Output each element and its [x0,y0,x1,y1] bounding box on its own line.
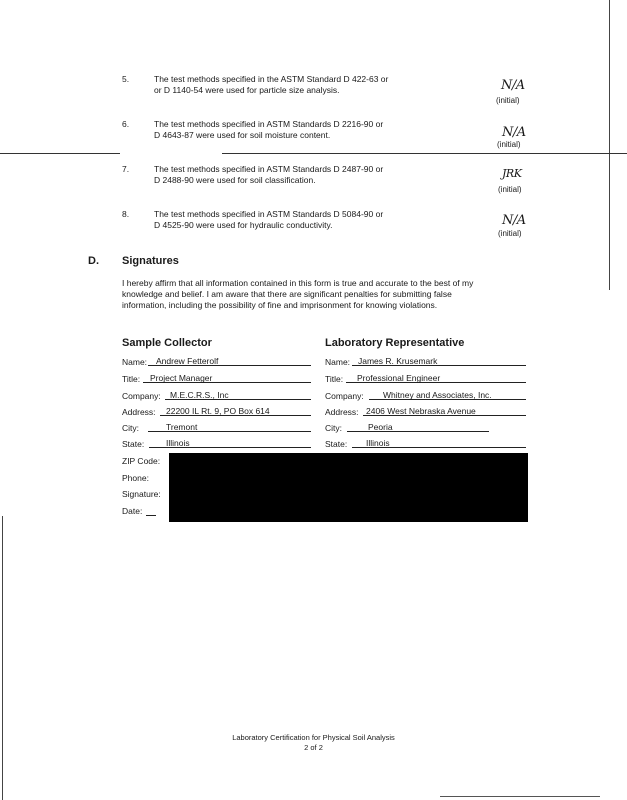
collector-name: Andrew Fetterolf [156,356,219,366]
collector-company: M.E.C.R.S., Inc [170,390,229,400]
section-title: Signatures [122,255,179,267]
item-number: 6. [122,119,130,129]
city-label: City: [122,423,139,433]
scan-speck [440,796,600,797]
address-label: Address: [122,407,156,417]
zip-label: ZIP Code: [122,456,161,466]
initials-signature: N/A [501,78,525,93]
initials-signature: N/A [502,213,526,228]
affirmation-text: I hereby affirm that all information contained in this form is true and accurate to the best of my knowledge and belief. I am aware that there are significant penalties for submitting false information, including the possibility of fine and imprisonment for knowing violations. [122,278,474,310]
item-text: The test methods specified in ASTM Standards D 2487-90 or D 2488-90 were used for soil classification. [154,164,384,185]
company-label: Company: [325,391,364,401]
item-text: The test methods specified in the ASTM Standard D 422-63 or or D 1140-54 were used for particle size analysis. [154,74,389,95]
company-label: Company: [122,391,161,401]
section-letter: D. [88,255,99,267]
item-number: 7. [122,164,130,174]
page-footer: Laboratory Certification for Physical Soil Analysis 2 of 2 [232,733,395,752]
lab-name: James R. Krusemark [358,356,438,366]
item-number: 5. [122,74,130,84]
initial-label: (initial) [497,140,521,149]
city-label: City: [325,423,342,433]
state-label: State: [325,439,348,449]
collector-title: Project Manager [150,373,213,383]
initial-label: (initial) [498,185,522,194]
item-text: The test methods specified in ASTM Standards D 5084-90 or D 4525-90 were used for hydraulic conductivity. [154,209,384,230]
lab-address: 2406 West Nebraska Avenue [366,406,476,416]
name-label: Name: [122,357,148,367]
item-number: 8. [122,209,130,219]
date-line-stub [146,515,156,516]
collector-state: Illinois [166,438,190,448]
collector-address: 22200 IL Rt. 9, PO Box 614 [166,406,270,416]
scan-horizontal-line [0,153,120,154]
title-label: Title: [122,374,141,384]
address-label: Address: [325,407,359,417]
lab-heading: Laboratory Representative [325,337,465,349]
title-label: Title: [325,374,344,384]
initial-label: (initial) [498,229,522,238]
lab-company: Whitney and Associates, Inc. [383,390,492,400]
lab-state: Illinois [366,438,390,448]
initial-label: (initial) [496,96,520,105]
scan-edge-line [2,516,3,800]
state-label: State: [122,439,145,449]
lab-city: Peoria [368,422,393,432]
item-text: The test methods specified in ASTM Standards D 2216-90 or D 4643-87 were used for soil moisture content. [154,119,384,140]
scan-horizontal-line [222,153,627,154]
initials-signature: N/A [502,125,526,140]
collector-city: Tremont [166,422,198,432]
date-label: Date: [122,506,143,516]
initials-signature: JRK [502,167,522,180]
signature-label: Signature: [122,489,161,499]
scan-edge-line [609,0,610,290]
lab-title: Professional Engineer [357,373,441,383]
collector-heading: Sample Collector [122,337,212,349]
name-label: Name: [325,357,351,367]
redaction-block [169,453,528,522]
phone-label: Phone: [122,473,149,483]
